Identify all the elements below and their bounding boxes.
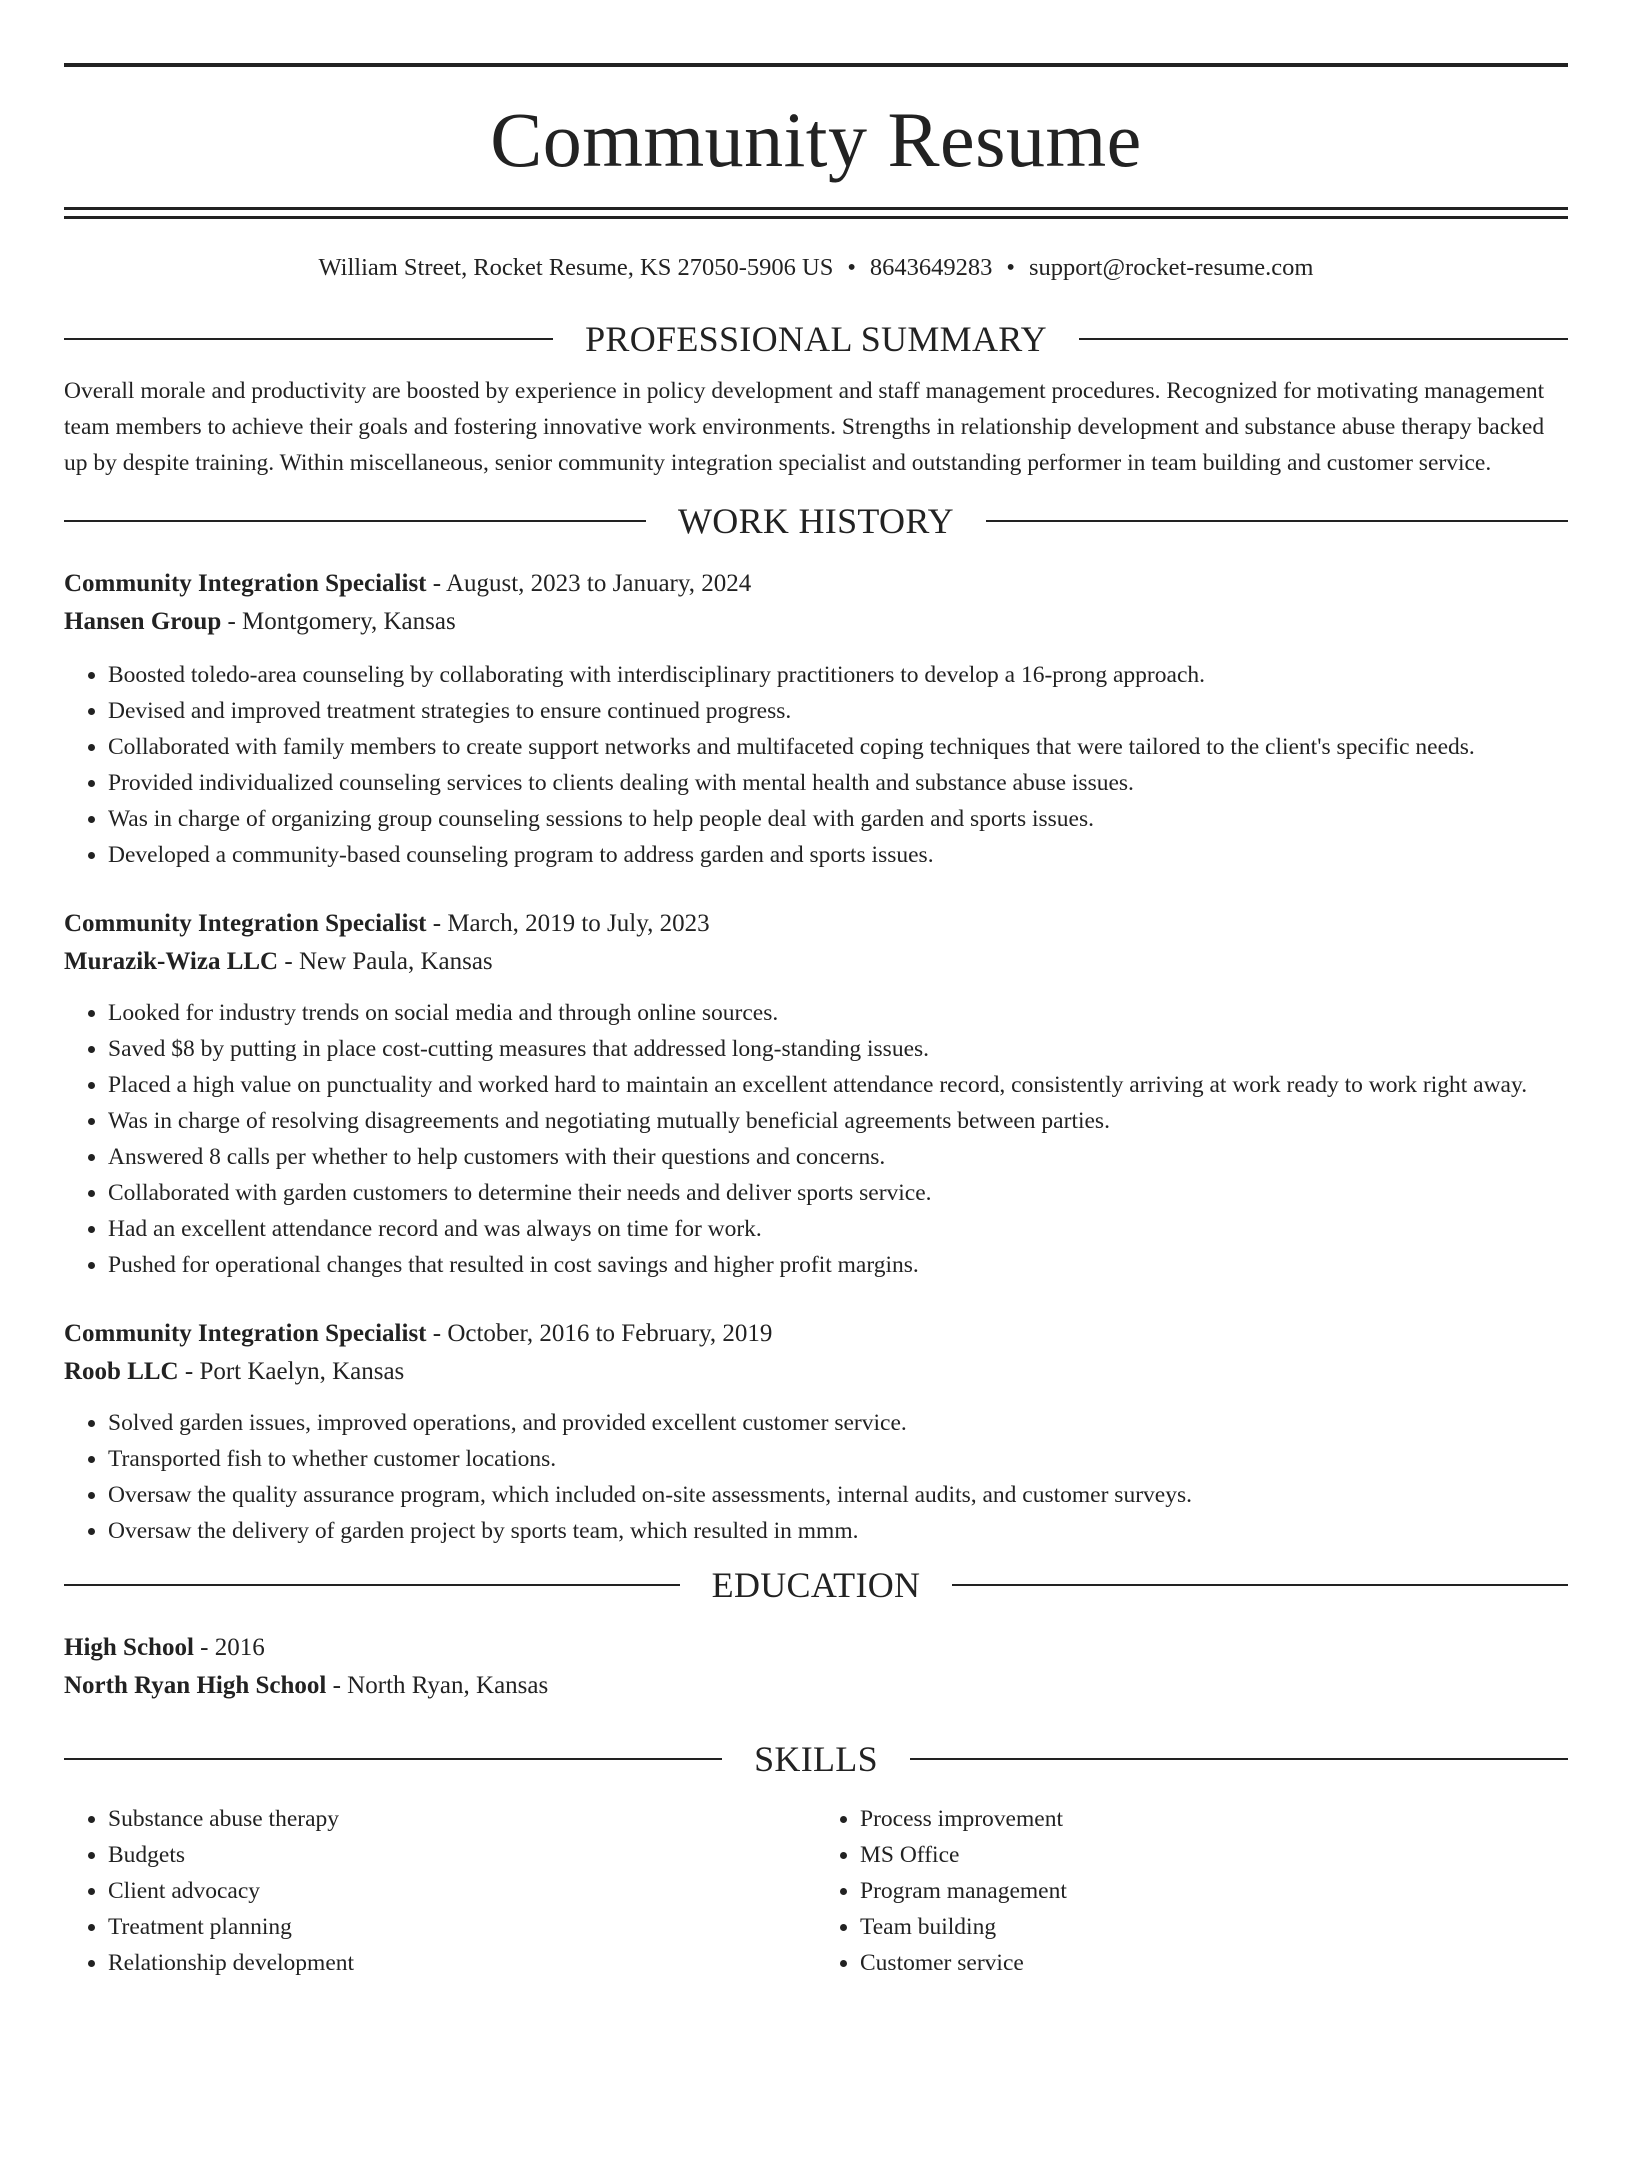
job-location: - Port Kaelyn, Kansas — [178, 1358, 405, 1385]
education-degree: High School — [64, 1634, 194, 1661]
job-bullets — [64, 1405, 1568, 1549]
job-company: Hansen Group — [64, 608, 222, 635]
section-title: EDUCATION — [711, 1565, 921, 1605]
skill-item: • Budgets — [108, 1837, 816, 1873]
list-item: • Looked for industry trends on social media and through online sources. — [108, 995, 1568, 1031]
job-bullets — [64, 657, 1568, 873]
skills-list — [64, 1801, 1568, 1981]
education-year: - 2016 — [193, 1634, 265, 1661]
heading-rule — [64, 338, 553, 340]
list-item: • Provided individualized counseling services to clients dealing with mental health and substance abuse issues. — [108, 765, 1568, 801]
list-item: • Pushed for operational changes that resulted in cost savings and higher profit margins. — [108, 1247, 1568, 1283]
contact-phone: 8643649283 — [869, 254, 993, 281]
job-company: Roob LLC — [64, 1358, 179, 1385]
section-title: WORK HISTORY — [678, 501, 954, 541]
resume-page — [0, 63, 1632, 2175]
job-bullets — [64, 995, 1568, 1283]
work-history-heading — [64, 501, 1568, 541]
heading-rule — [952, 1584, 1568, 1586]
skills-heading — [64, 1739, 1568, 1779]
skill-item: • Relationship development — [108, 1945, 816, 1981]
skill-item: • Treatment planning — [108, 1909, 816, 1945]
summary-text: Overall morale and productivity are boosted by experience in policy development and staff management procedures. Recognized for motivating management team members to achieve their goals and fostering innovative work environments. Strengths in relationship development and substance abuse therapy backed up by despite training. Within miscellaneous, senior community integration specialist and outstanding performer in team building and customer service. — [64, 378, 1545, 476]
list-item: • Collaborated with garden customers to determine their needs and deliver sports service. — [108, 1175, 1568, 1211]
job-title-line — [64, 1315, 1568, 1353]
skill-item: • Program management — [860, 1873, 1568, 1909]
contact-separator: • — [847, 254, 856, 281]
heading-rule — [986, 520, 1568, 522]
heading-rule — [64, 520, 646, 522]
list-item: • Devised and improved treatment strategies to ensure continued progress. — [108, 693, 1568, 729]
list-item: • Solved garden issues, improved operations, and provided excellent customer service. — [108, 1405, 1568, 1441]
job-title: Community Integration Specialist — [64, 570, 427, 597]
job-title-line — [64, 905, 1568, 943]
list-item: • Transported fish to whether customer locations. — [108, 1441, 1568, 1477]
list-item: • Oversaw the delivery of garden project by sports team, which resulted in mmm. — [108, 1513, 1568, 1549]
skill-item: • Customer service — [860, 1945, 1568, 1981]
job-entry — [64, 1315, 1568, 1549]
job-title: Community Integration Specialist — [64, 910, 427, 937]
resume-title: Community Resume — [490, 96, 1142, 183]
job-title: Community Integration Specialist — [64, 1320, 427, 1347]
list-item: • Was in charge of organizing group counseling sessions to help people deal with garden and sports issues. — [108, 801, 1568, 837]
list-item: • Placed a high value on punctuality and worked hard to maintain an excellent attendance record, consistently arriving at work ready to work right away. — [108, 1067, 1568, 1103]
heading-rule — [910, 1758, 1568, 1760]
education-degree-line — [64, 1629, 1568, 1667]
title-double-rule — [64, 207, 1568, 219]
education-school-line — [64, 1667, 1568, 1705]
list-item: • Had an excellent attendance record and was always on time for work. — [108, 1211, 1568, 1247]
skill-item: • Substance abuse therapy — [108, 1801, 816, 1837]
skill-item: • Client advocacy — [108, 1873, 816, 1909]
job-company-line — [64, 1353, 1568, 1391]
section-title: SKILLS — [754, 1739, 878, 1779]
job-company-line — [64, 603, 1568, 641]
contact-separator: • — [1006, 254, 1015, 281]
job-company: Murazik-Wiza LLC — [64, 948, 279, 975]
skill-item: • Process improvement — [860, 1801, 1568, 1837]
heading-rule — [64, 1584, 680, 1586]
education-school: North Ryan High School — [64, 1672, 327, 1699]
list-item: • Boosted toledo-area counseling by collaborating with interdisciplinary practitioners to develop a 16-prong approach. — [108, 657, 1568, 693]
job-company-line — [64, 943, 1568, 981]
skill-item: • Team building — [860, 1909, 1568, 1945]
contact-email: support@rocket-resume.com — [1028, 254, 1314, 281]
contact-address: William Street, Rocket Resume, KS 27050-5906 US — [318, 254, 834, 281]
job-entry — [64, 905, 1568, 1283]
education-entry — [64, 1629, 1568, 1705]
list-item: • Oversaw the quality assurance program, which included on-site assessments, internal audits, and customer surveys. — [108, 1477, 1568, 1513]
section-title: PROFESSIONAL SUMMARY — [585, 319, 1047, 359]
heading-rule — [1079, 338, 1568, 340]
heading-rule — [64, 1758, 722, 1760]
list-item: • Was in charge of resolving disagreements and negotiating mutually beneficial agreements between parties. — [108, 1103, 1568, 1139]
job-entry — [64, 565, 1568, 873]
list-item: • Saved $8 by putting in place cost-cutting measures that addressed long-standing issues. — [108, 1031, 1568, 1067]
job-dates: - March, 2019 to July, 2023 — [426, 910, 710, 937]
list-item: • Developed a community-based counseling program to address garden and sports issues. — [108, 837, 1568, 873]
education-location: - North Ryan, Kansas — [326, 1672, 549, 1699]
job-dates: - August, 2023 to January, 2024 — [426, 570, 752, 597]
contact-line — [64, 253, 1568, 283]
job-dates: - October, 2016 to February, 2019 — [426, 1320, 773, 1347]
list-item: • Answered 8 calls per whether to help customers with their questions and concerns. — [108, 1139, 1568, 1175]
job-location: - New Paula, Kansas — [278, 948, 493, 975]
list-item: • Collaborated with family members to create support networks and multifaceted coping techniques that were tailored to the client's specific needs. — [108, 729, 1568, 765]
education-heading — [64, 1565, 1568, 1605]
skill-item: • MS Office — [860, 1837, 1568, 1873]
job-title-line — [64, 565, 1568, 603]
job-location: - Montgomery, Kansas — [221, 608, 456, 635]
skills-column-right — [816, 1801, 1568, 1981]
skills-column-left — [64, 1801, 816, 1981]
summary-heading — [64, 319, 1568, 359]
